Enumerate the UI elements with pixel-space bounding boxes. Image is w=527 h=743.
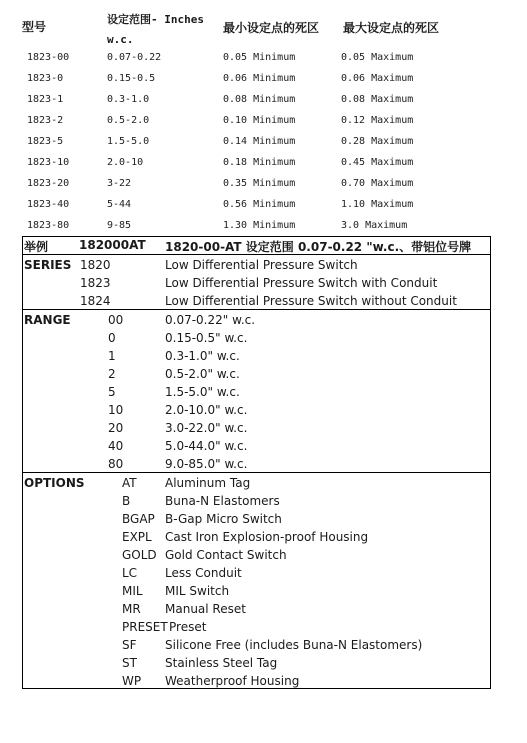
range-desc: 1.5-5.0" w.c. <box>165 385 240 399</box>
series-code: 1823 <box>80 276 111 290</box>
cell-max: 0.70 Maximum <box>341 178 414 189</box>
header-range-line1: 设定范围- Inches <box>107 13 204 26</box>
cell-min: 0.10 Minimum <box>223 115 296 126</box>
cell-range: 0.07-0.22 <box>107 52 162 63</box>
cell-min: 0.18 Minimum <box>223 157 296 168</box>
options-label: OPTIONS <box>24 476 85 490</box>
series-code: 1824 <box>80 294 111 308</box>
series-section <box>23 255 490 310</box>
table-row <box>0 69 527 90</box>
header-max-deadband: 最大设定点的死区 <box>343 21 440 35</box>
range-section <box>23 310 490 473</box>
option-desc: B-Gap Micro Switch <box>165 512 282 526</box>
range-label: RANGE <box>24 313 71 327</box>
cell-model: 1823-10 <box>27 157 70 168</box>
cell-model: 1823-1 <box>27 94 64 105</box>
range-code: 0 <box>108 331 116 345</box>
range-desc: 2.0-10.0" w.c. <box>165 403 248 417</box>
cell-max: 0.08 Maximum <box>341 94 414 105</box>
cell-model: 1823-20 <box>27 178 70 189</box>
range-desc: 0.3-1.0" w.c. <box>165 349 240 363</box>
table-row <box>0 174 527 195</box>
cell-max: 0.06 Maximum <box>341 73 414 84</box>
option-desc: Cast Iron Explosion-proof Housing <box>165 530 369 544</box>
cell-min: 0.56 Minimum <box>223 199 296 210</box>
range-code: 1 <box>108 349 116 363</box>
series-code: 1820 <box>80 258 111 272</box>
range-desc: 0.5-2.0" w.c. <box>165 367 240 381</box>
option-desc: Less Conduit <box>165 566 242 580</box>
table-row <box>0 111 527 132</box>
range-desc: 9.0-85.0" w.c. <box>165 457 248 471</box>
option-code: SF <box>122 638 137 652</box>
range-desc: 5.0-44.0" w.c. <box>165 439 248 453</box>
range-code: 40 <box>108 439 124 453</box>
example-row <box>23 237 490 255</box>
range-code: 5 <box>108 385 116 399</box>
option-code: LC <box>122 566 138 580</box>
range-desc: 0.07-0.22" w.c. <box>165 313 256 327</box>
table-row <box>0 132 527 153</box>
cell-min: 0.06 Minimum <box>223 73 296 84</box>
cell-range: 0.3-1.0 <box>107 94 150 105</box>
cell-min: 0.35 Minimum <box>223 178 296 189</box>
table-row <box>0 90 527 111</box>
table-row <box>0 195 527 216</box>
cell-range: 0.5-2.0 <box>107 115 150 126</box>
spec-table-header <box>0 0 527 50</box>
cell-max: 0.05 Maximum <box>341 52 414 63</box>
range-code: 20 <box>108 421 124 435</box>
cell-model: 1823-40 <box>27 199 70 210</box>
option-code: B <box>122 494 131 508</box>
header-model: 型号 <box>22 20 47 34</box>
cell-range: 1.5-5.0 <box>107 136 150 147</box>
option-code: PRESET <box>122 620 168 634</box>
range-code: 80 <box>108 457 124 471</box>
cell-min: 0.05 Minimum <box>223 52 296 63</box>
option-desc: Stainless Steel Tag <box>165 656 278 670</box>
option-code: MIL <box>122 584 143 598</box>
option-desc: Gold Contact Switch <box>165 548 287 562</box>
cell-min: 0.14 Minimum <box>223 136 296 147</box>
series-desc: Low Differential Pressure Switch <box>165 258 358 272</box>
cell-max: 0.12 Maximum <box>341 115 414 126</box>
cell-model: 1823-5 <box>27 136 64 147</box>
table-row <box>0 153 527 174</box>
header-range-line2: w.c. <box>107 33 134 46</box>
option-code: ST <box>122 656 137 670</box>
options-section <box>23 473 490 688</box>
option-desc: Preset <box>169 620 207 634</box>
option-desc: Buna-N Elastomers <box>165 494 280 508</box>
option-desc: MIL Switch <box>165 584 230 598</box>
cell-range: 0.15-0.5 <box>107 73 156 84</box>
range-code: 2 <box>108 367 116 381</box>
option-code: AT <box>122 476 137 490</box>
cell-max: 0.45 Maximum <box>341 157 414 168</box>
range-code: 10 <box>108 403 124 417</box>
cell-model: 1823-80 <box>27 220 70 231</box>
option-code: BGAP <box>122 512 155 526</box>
option-desc: Silicone Free (includes Buna-N Elastomers) <box>165 638 423 652</box>
header-range <box>107 10 204 50</box>
option-desc: Manual Reset <box>165 602 246 616</box>
table-row <box>0 216 527 237</box>
ordering-code-table <box>22 236 491 689</box>
cell-max: 1.10 Maximum <box>341 199 414 210</box>
cell-max: 3.0 Maximum <box>341 220 408 231</box>
cell-model: 1823-2 <box>27 115 64 126</box>
cell-min: 0.08 Minimum <box>223 94 296 105</box>
cell-range: 5-44 <box>107 199 132 210</box>
range-desc: 3.0-22.0" w.c. <box>165 421 248 435</box>
example-label: 举例 <box>24 240 49 254</box>
cell-range: 9-85 <box>107 220 132 231</box>
cell-model: 1823-0 <box>27 73 64 84</box>
option-desc: Weatherproof Housing <box>165 674 300 688</box>
header-min-deadband: 最小设定点的死区 <box>223 21 320 35</box>
series-label: SERIES <box>24 258 72 272</box>
option-code: GOLD <box>122 548 157 562</box>
series-desc: Low Differential Pressure Switch with Conduit <box>165 276 438 290</box>
cell-model: 1823-00 <box>27 52 70 63</box>
option-code: WP <box>122 674 142 688</box>
option-desc: Aluminum Tag <box>165 476 251 490</box>
cell-max: 0.28 Maximum <box>341 136 414 147</box>
cell-min: 1.30 Minimum <box>223 220 296 231</box>
range-code: 00 <box>108 313 124 327</box>
table-row <box>0 48 527 69</box>
option-code: MR <box>122 602 141 616</box>
series-desc: Low Differential Pressure Switch without Conduit <box>165 294 457 308</box>
cell-range: 2.0-10 <box>107 157 144 168</box>
range-desc: 0.15-0.5" w.c. <box>165 331 248 345</box>
example-description: 1820-00-AT 设定范围 0.07-0.22 "w.c.、带铝位号牌 <box>165 240 472 254</box>
cell-range: 3-22 <box>107 178 132 189</box>
option-code: EXPL <box>122 530 152 544</box>
example-code: 182000AT <box>79 238 146 252</box>
